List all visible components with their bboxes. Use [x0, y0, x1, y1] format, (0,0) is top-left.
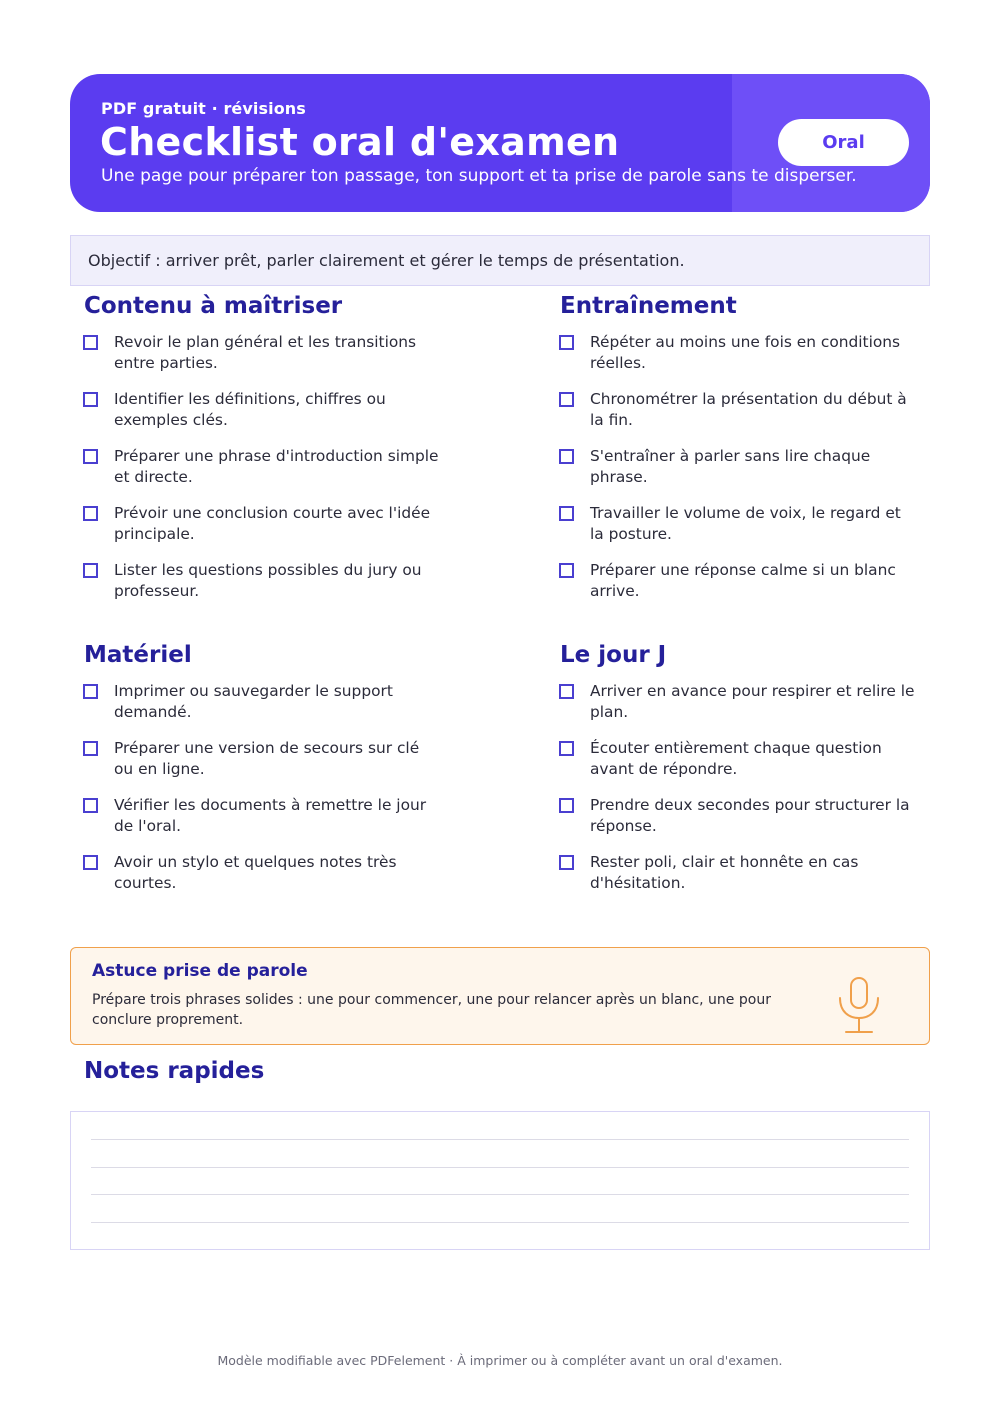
checklist-item	[546, 389, 916, 431]
checklist-item-label: Arriver en avance pour respirer et relire le plan.	[590, 682, 915, 721]
checklist-item	[546, 852, 916, 894]
checklist-item-label: Écouter entièrement chaque question avant de répondre.	[590, 739, 882, 778]
checklist-item	[546, 446, 916, 488]
checklist-item	[70, 446, 440, 488]
checklist-item-label: Rester poli, clair et honnête en cas d'hésitation.	[590, 853, 859, 892]
checkbox[interactable]	[83, 335, 98, 350]
note-line	[91, 1139, 909, 1140]
checklist-item-label: Vérifier les documents à remettre le jour de l'oral.	[114, 796, 427, 835]
checkbox[interactable]	[559, 449, 574, 464]
tip-text: Prépare trois phrases solides : une pour commencer, une pour relancer après un blanc, une pour conclure proprement.	[92, 992, 771, 1028]
checkbox[interactable]	[559, 563, 574, 578]
checklist-item-label: Répéter au moins une fois en conditions réelles.	[590, 333, 901, 372]
header-banner	[70, 74, 930, 212]
checklist-item-label: Revoir le plan général et les transitions entre parties.	[114, 333, 417, 372]
checkbox[interactable]	[559, 684, 574, 699]
checklist-item	[70, 681, 440, 723]
oral-badge: Oral	[778, 119, 909, 166]
checklist-item	[70, 852, 440, 894]
tip-title: Astuce prise de parole	[92, 961, 308, 981]
checklist-item	[546, 503, 916, 545]
checklist-item-label: Chronométrer la présentation du début à la fin.	[590, 390, 907, 429]
checkbox[interactable]	[559, 855, 574, 870]
checkbox[interactable]	[83, 392, 98, 407]
checkbox[interactable]	[83, 506, 98, 521]
section-title: Matériel	[84, 642, 192, 668]
checklist-item	[546, 681, 916, 723]
checkbox[interactable]	[83, 684, 98, 699]
page-title: Checklist oral d'examen	[100, 120, 620, 164]
checkbox[interactable]	[559, 335, 574, 350]
section-contenu	[70, 293, 440, 617]
checklist-item-label: Préparer une phrase d'introduction simple et directe.	[114, 447, 439, 486]
checklist-item	[70, 738, 440, 780]
footer-note: Modèle modifiable avec PDFelement · À imprimer ou à compléter avant un oral d'examen.	[217, 1353, 783, 1368]
section-title: Le jour J	[560, 642, 667, 668]
notes-title: Notes rapides	[84, 1058, 265, 1084]
checklist-item	[546, 795, 916, 837]
checklist-item-label: Préparer une version de secours sur clé ou en ligne.	[114, 739, 420, 778]
checklist	[546, 681, 916, 894]
note-line	[91, 1222, 909, 1223]
header-subtitle: Une page pour préparer ton passage, ton support et ta prise de parole sans te disperser.	[101, 166, 857, 186]
tip-box	[70, 947, 930, 1045]
checkbox[interactable]	[559, 741, 574, 756]
checkbox[interactable]	[559, 506, 574, 521]
checklist-item	[546, 738, 916, 780]
notes-area[interactable]	[70, 1111, 930, 1250]
checklist-item-label: Préparer une réponse calme si un blanc arrive.	[590, 561, 896, 600]
checklist-item-label: Identifier les définitions, chiffres ou exemples clés.	[114, 390, 386, 429]
section-jour-j	[546, 642, 916, 909]
checklist-item	[70, 560, 440, 602]
section-title: Entraînement	[560, 293, 737, 319]
checklist-item	[70, 795, 440, 837]
header-kicker: PDF gratuit · révisions	[101, 99, 306, 118]
checkbox[interactable]	[83, 741, 98, 756]
checkbox[interactable]	[559, 392, 574, 407]
section-materiel	[70, 642, 440, 909]
checklist-item-label: Travailler le volume de voix, le regard et la posture.	[590, 504, 901, 543]
checklist-item	[546, 332, 916, 374]
checkbox[interactable]	[83, 449, 98, 464]
checklist-item-label: Lister les questions possibles du jury ou professeur.	[114, 561, 422, 600]
section-title: Contenu à maîtriser	[84, 293, 343, 319]
note-line	[91, 1167, 909, 1168]
checkbox[interactable]	[83, 798, 98, 813]
checklist-item-label: Prendre deux secondes pour structurer la réponse.	[590, 796, 910, 835]
checklist	[70, 332, 440, 602]
section-entrainement	[546, 293, 916, 617]
checkbox[interactable]	[83, 855, 98, 870]
checklist-item-label: Avoir un stylo et quelques notes très courtes.	[114, 853, 397, 892]
checklist-item	[70, 503, 440, 545]
checklist-item	[70, 389, 440, 431]
checklist	[70, 681, 440, 894]
checklist	[546, 332, 916, 602]
checklist-item	[70, 332, 440, 374]
objective-box: Objectif : arriver prêt, parler clairement et gérer le temps de présentation.	[70, 235, 930, 286]
checkbox[interactable]	[559, 798, 574, 813]
microphone-icon	[836, 974, 882, 1036]
checklist-item	[546, 560, 916, 602]
checklist-item-label: Prévoir une conclusion courte avec l'idée principale.	[114, 504, 431, 543]
note-line	[91, 1194, 909, 1195]
checklist-item-label: Imprimer ou sauvegarder le support demandé.	[114, 682, 393, 721]
checklist-item-label: S'entraîner à parler sans lire chaque phrase.	[590, 447, 871, 486]
checkbox[interactable]	[83, 563, 98, 578]
